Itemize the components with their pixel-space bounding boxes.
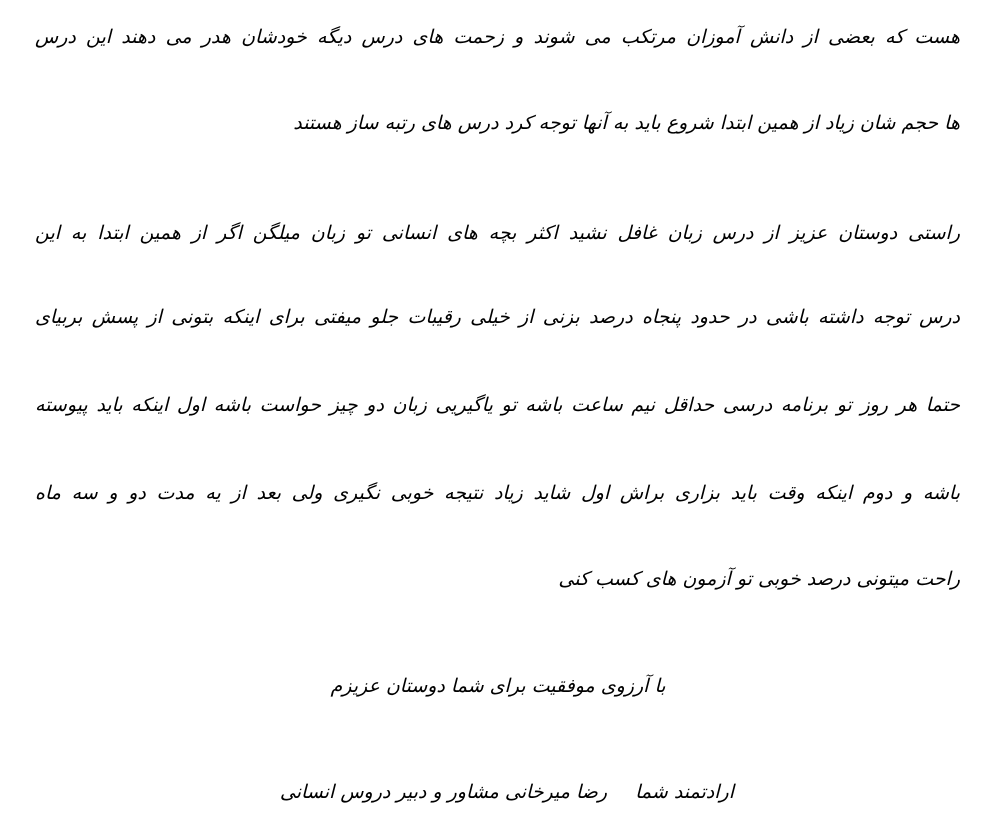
paragraph-2-line-3: حتما هر روز تو برنامه درسی حداقل نیم ساعت باشه تو یاگیریی زبان دو چیز حواست باشه اول اینکه باید پیوسته [35, 394, 960, 416]
paragraph-2-line-5: راحت میتونی درصد خوبی تو آزمون های کسب کنی [558, 568, 960, 590]
paragraph-1-line-1: هست که بعضی از دانش آموزان مرتکب می شوند و زحمت های درس دیگه خودشان هدر می دهند این درس [35, 26, 960, 48]
signature-name: رضا میرخانی مشاور و دبیر دروس انسانی [279, 781, 608, 803]
closing-wish: با آرزوی موفقیت برای شما دوستان عزیزم [330, 675, 666, 697]
signature-prefix: ارادتمند شما [635, 781, 734, 803]
signature-line [280, 779, 734, 805]
paragraph-2-line-2: درس توجه داشته باشی در حدود پنجاه درصد بزنی از خیلی رقیبات جلو میفتی برای اینکه بتونی از پسش بربیای [35, 306, 960, 328]
paragraph-2-line-1: راستی دوستان عزیز از درس زبان غافل نشید اکثر بچه های انسانی تو زبان میلگن اگر از همین ابتدا به این [35, 222, 960, 244]
paragraph-1-line-2: ها حجم شان زیاد از همین ابتدا شروع باید به آنها توجه کرد درس های رتبه ساز هستند [293, 112, 960, 134]
paragraph-2-line-4: باشه و دوم اینکه وقت باید بزاری براش اول شاید زیاد نتیجه خوبی نگیری ولی بعد از یه مدت دو و سه ماه [35, 482, 960, 504]
